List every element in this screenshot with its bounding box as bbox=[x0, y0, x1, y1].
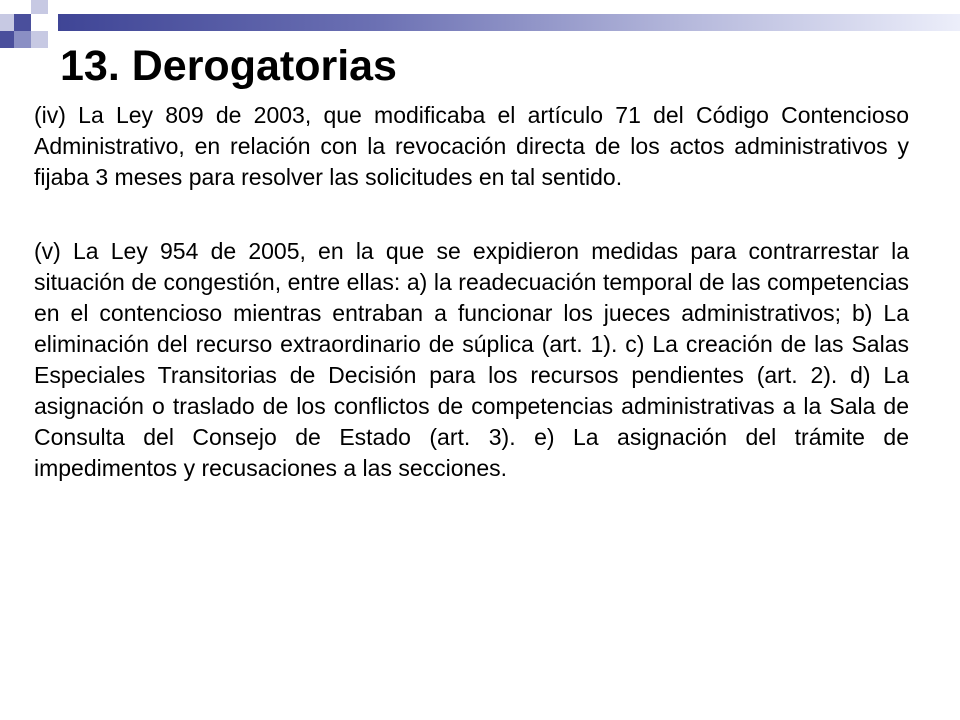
paragraph-v: (v) La Ley 954 de 2005, en la que se expidieron medidas para contrarrestar la situación de congestión, entre ellas: a) la readecuación temporal de las competencias en el contencioso mientras entraban a funcionar los jueces administrativos; b) La eliminación del recurso extraordinario de súplica (art. 1). c) La creación de las Salas Especiales Transitorias de Decisión para los recursos pendientes (art. 2). d) La asignación o traslado de los conflictos de competencias administrativas a la Sala de Consulta del Consejo de Estado (art. 3). e) La asignación del trámite de impedimentos y recusaciones a las secciones. bbox=[34, 238, 909, 481]
slide-body bbox=[34, 100, 909, 484]
title-gradient-bar bbox=[58, 14, 960, 31]
decor-square-mid bbox=[14, 31, 31, 48]
decor-square-dark bbox=[14, 14, 31, 31]
slide-title: 13. Derogatorias bbox=[60, 42, 397, 90]
decor-square-light bbox=[31, 0, 48, 14]
paragraph-iv: (iv) La Ley 809 de 2003, que modificaba el artículo 71 del Código Contencioso Administrativo, en relación con la revocación directa de los actos administrativos y fijaba 3 meses para resolver las solicitudes en tal sentido. bbox=[34, 102, 909, 190]
decor-square-dark bbox=[0, 31, 14, 48]
decor-square-light bbox=[0, 14, 14, 31]
decor-square-light bbox=[31, 31, 48, 48]
